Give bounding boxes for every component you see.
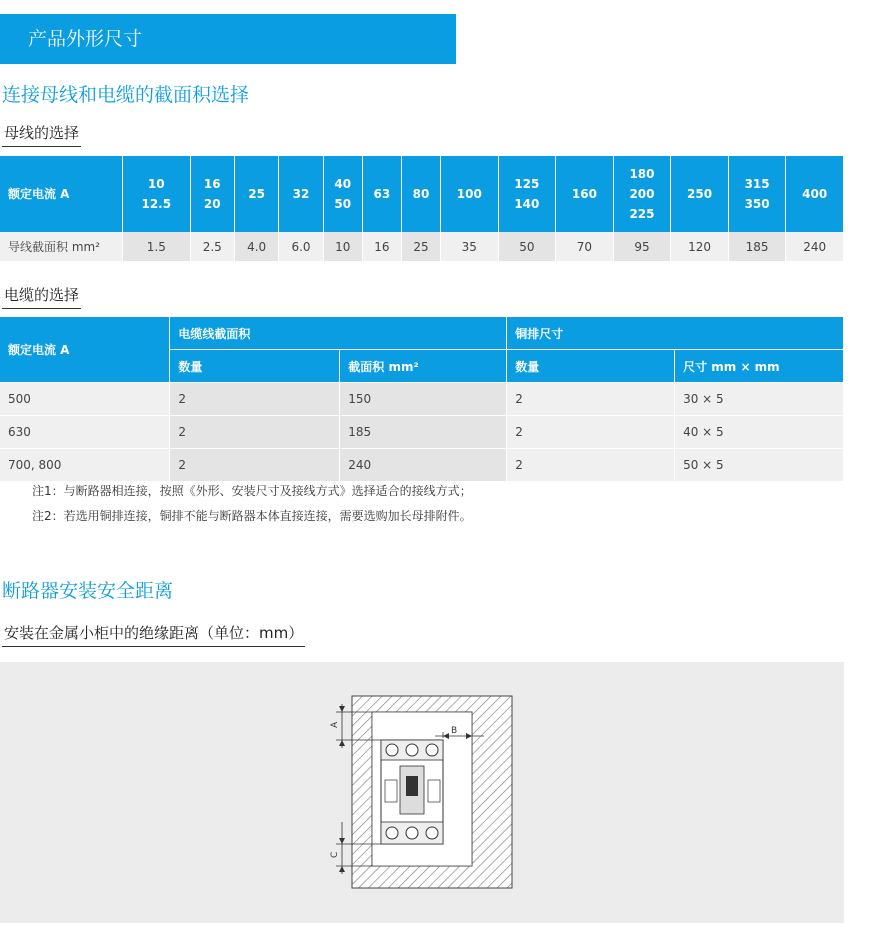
- busbar-current-value: 180: [629, 167, 655, 181]
- cable-cell-area: 150: [340, 383, 507, 416]
- cable-area-header: 截面积 mm²: [340, 350, 507, 383]
- busbar-current-cell: [671, 156, 729, 232]
- busbar-current-cell: [234, 156, 278, 232]
- busbar-current-value: 10: [147, 177, 165, 191]
- busbar-current-value: 140: [514, 197, 540, 211]
- busbar-area-cell: 1.5: [123, 232, 191, 261]
- busbar-current-value: 12.5: [141, 197, 172, 211]
- busbar-current-value: 20: [203, 197, 221, 211]
- busbar-current-value: 50: [334, 197, 352, 211]
- busbar-area-cell: 16: [362, 232, 401, 261]
- rated-current-label: 额定电流 A: [0, 156, 123, 232]
- busbar-area-cell: 6.0: [279, 232, 323, 261]
- cable-cell-qty2: 2: [507, 383, 675, 416]
- note-1: 注1：与断路器相连接，按照《外形、安装尺寸及接线方式》选择适合的接线方式；: [32, 484, 472, 498]
- cable-cell-qty1: 2: [170, 449, 340, 482]
- dimension-label-b: B: [451, 726, 458, 736]
- cable-qty-header: 数量: [170, 350, 340, 383]
- section-title-safety: 断路器安装安全距离: [2, 580, 174, 602]
- breaker-drawing: [381, 740, 443, 844]
- busbar-area-cell: 10: [323, 232, 362, 261]
- busbar-current-cell: [728, 156, 786, 232]
- cable-cell-area: 240: [340, 449, 507, 482]
- busbar-area-cell: 2.5: [190, 232, 234, 261]
- busbar-current-cell: [556, 156, 614, 232]
- page-banner: 产品外形尺寸: [0, 14, 456, 64]
- cable-table-row: [0, 449, 844, 482]
- cable-cell-qty2: 2: [507, 416, 675, 449]
- busbar-area-cell: 120: [671, 232, 729, 261]
- busbar-area-cell: 70: [556, 232, 614, 261]
- copper-qty-header: 数量: [507, 350, 675, 383]
- busbar-current-value: 25: [248, 187, 265, 201]
- busbar-area-cell: 35: [441, 232, 499, 261]
- cable-cell-current: 500: [0, 383, 170, 416]
- busbar-current-value: 200: [629, 187, 655, 201]
- busbar-area-cell: 50: [498, 232, 556, 261]
- busbar-current-value: 100: [456, 187, 482, 201]
- cable-header-row-1: [0, 317, 844, 350]
- installation-diagram-panel: [0, 662, 844, 923]
- busbar-current-value: 125: [514, 177, 540, 191]
- dimension-label-a: A: [330, 721, 340, 728]
- subtitle-cable: 电缆的选择: [2, 284, 81, 309]
- installation-diagram: [0, 662, 844, 923]
- busbar-area-row: [0, 232, 844, 261]
- busbar-area-cell: 4.0: [234, 232, 278, 261]
- busbar-header-row: [0, 156, 844, 232]
- busbar-current-value: 40: [334, 177, 352, 191]
- busbar-current-value: 250: [687, 187, 713, 201]
- cable-cell-current: 630: [0, 416, 170, 449]
- busbar-current-cell: [190, 156, 234, 232]
- note-2: 注2：若选用铜排连接，铜排不能与断路器本体直接连接，需要选购加长母排附件。: [32, 509, 472, 523]
- subtitle-cabinet: 安装在金属小柜中的绝缘距离（单位：mm）: [2, 622, 305, 647]
- cable-cell-qty2: 2: [507, 449, 675, 482]
- busbar-area-cell: 185: [728, 232, 786, 261]
- busbar-current-cell: [279, 156, 323, 232]
- subtitle-busbar: 母线的选择: [2, 122, 81, 147]
- cable-table-row: [0, 383, 844, 416]
- cable-cell-size: 30 × 5: [675, 383, 844, 416]
- busbar-current-value: 63: [373, 187, 391, 201]
- cable-cell-size: 40 × 5: [675, 416, 844, 449]
- cable-table-row: [0, 416, 844, 449]
- busbar-current-value: 400: [802, 187, 828, 201]
- busbar-current-value: 315: [744, 177, 770, 191]
- busbar-area-cell: 95: [613, 232, 671, 261]
- cable-cell-size: 50 × 5: [675, 449, 844, 482]
- busbar-current-cell: [362, 156, 401, 232]
- busbar-current-cell: [401, 156, 440, 232]
- busbar-current-cell: [498, 156, 556, 232]
- busbar-area-cell: 240: [786, 232, 844, 261]
- busbar-area-cell: 25: [401, 232, 440, 261]
- busbar-table: [0, 156, 844, 261]
- dimension-label-c: C: [330, 851, 340, 858]
- busbar-current-value: 16: [203, 177, 221, 191]
- section-title-connection: 连接母线和电缆的截面积选择: [2, 84, 250, 106]
- cable-area-group-header: 电缆线截面积: [170, 317, 507, 350]
- cable-cell-qty1: 2: [170, 383, 340, 416]
- busbar-current-value: 350: [744, 197, 770, 211]
- copper-size-group-header: 铜排尺寸: [507, 317, 844, 350]
- busbar-current-value: 32: [292, 187, 310, 201]
- busbar-current-cell: [441, 156, 499, 232]
- busbar-current-value: 80: [412, 187, 430, 201]
- copper-size-header: 尺寸 mm × mm: [675, 350, 844, 383]
- cable-cell-current: 700, 800: [0, 449, 170, 482]
- cable-cell-qty1: 2: [170, 416, 340, 449]
- cable-table: [0, 317, 844, 482]
- cable-current-header: 额定电流 A: [0, 317, 170, 383]
- busbar-current-cell: [786, 156, 844, 232]
- conductor-area-label: 导线截面积 mm²: [0, 232, 123, 261]
- cable-cell-area: 185: [340, 416, 507, 449]
- busbar-current-cell: [323, 156, 362, 232]
- busbar-current-value: 160: [571, 187, 597, 201]
- busbar-current-cell: [613, 156, 671, 232]
- busbar-current-cell: [123, 156, 191, 232]
- busbar-current-value: 225: [629, 207, 655, 221]
